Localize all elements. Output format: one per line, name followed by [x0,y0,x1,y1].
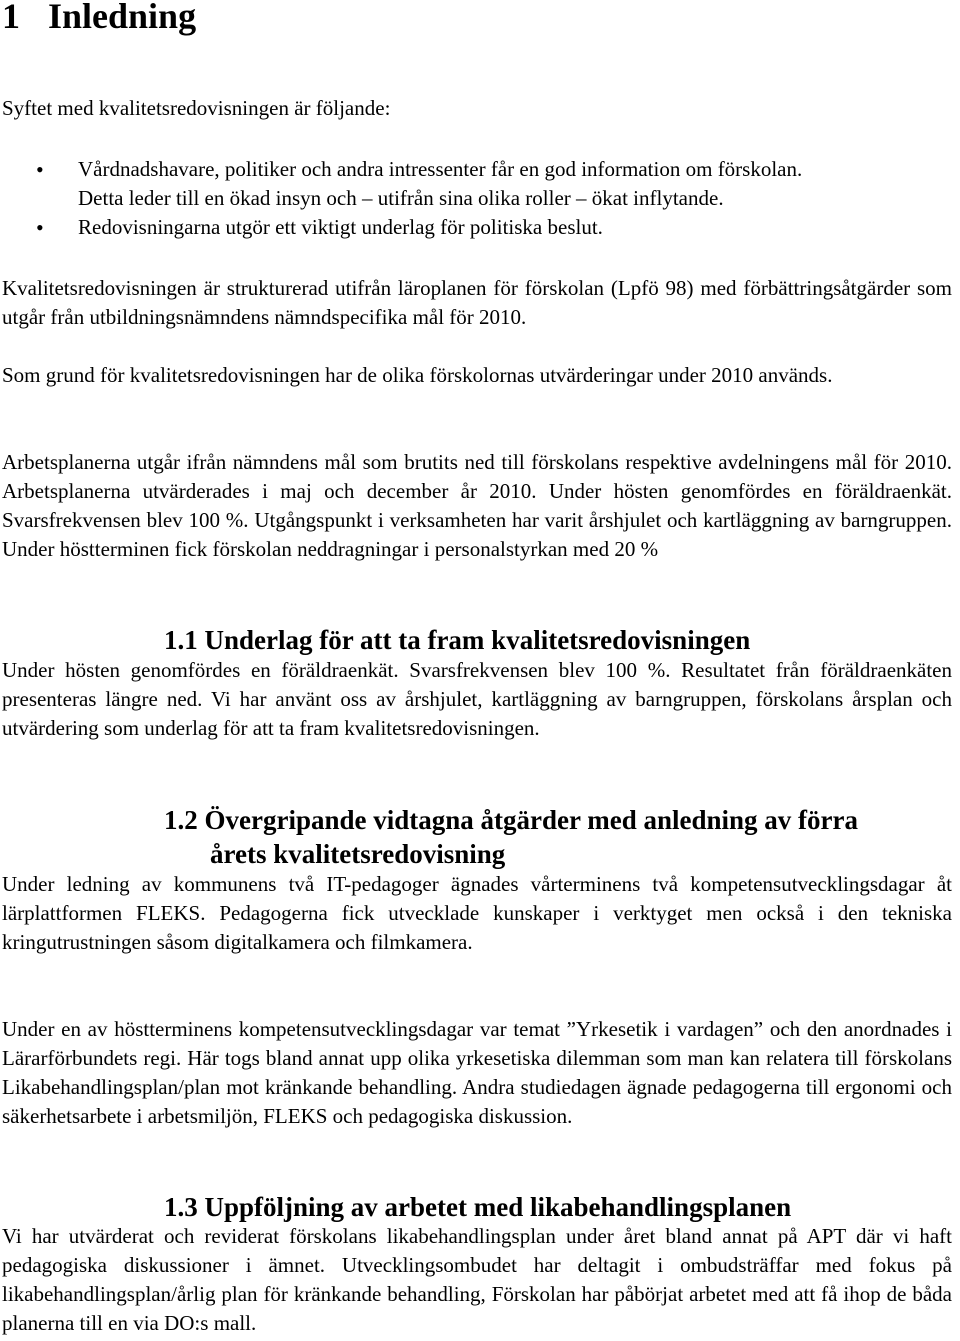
list-item [2,155,952,213]
structure-paragraph: Kvalitetsredovisningen är strukturerad utifrån läroplanen för förskolan (Lpfö 98) med förbättringsåtgärder som utgår från utbildningsnämndens nämndspecifika mål för 2010. [2,276,952,329]
list-item [2,213,952,242]
heading-1-title: Inledning [48,0,197,36]
section-1-3-heading: 1.3 Uppföljning av arbetet med likabehandlingsplanen [164,1192,792,1222]
section-1-2-heading [164,803,952,871]
bullet-2-line-1: Redovisningarna utgör ett viktigt underlag för politiska beslut. [78,215,603,239]
bullet-icon: • [36,157,44,182]
heading-1-number: 1 [2,0,20,36]
section-1-2-text-1: Under ledning av kommunens två IT-pedagoger ägnades vårterminens två kompetensutvecklingsdagar åt lärplattformen FLEKS. Pedagogerna fick utvecklade kunskaper i verktyget men också i den tekniska kringutrustningen såsom digitalkamera och filmkamera. [2,872,952,954]
intro-text: Syftet med kvalitetsredovisningen är följande: [2,96,391,120]
section-1-2-heading-line-1: 1.2 Övergripande vidtagna åtgärder med anledning av förra [164,805,858,835]
section-1-2-heading-line-2: årets kvalitetsredovisning [210,839,506,869]
bullet-icon: • [36,215,44,240]
heading-1 [2,0,196,38]
section-1-1-heading: 1.1 Underlag för att ta fram kvalitetsredovisningen [164,625,751,655]
section-1-3-text: Vi har utvärderat och reviderat förskolans likabehandlingsplan under året bland annat på APT där vi haft pedagogiska diskussioner i ämnet. Utvecklingsombudet har deltagit i ombudsträffar med fokus på likabehandlingsplan/årlig plan för kränkande behandling, Förskolan har påbörjat arbetet med att få ihop de båda planerna till en via DO:s mall. [2,1224,952,1335]
section-1-2-text-2: Under en av höstterminens kompetensutvecklingsdagar var temat ”Yrkesetik i vardagen” och den anordnades i Lärarförbundets regi. Här togs bland annat upp olika yrkesetiska dilemman som man kan relatera till förskolans Likabehandlingsplan/plan mot kränkande behandling. Andra studiedagen ägnade pedagogerna till ergonomi och säkerhetsarbete i arbetsmiljön, FLEKS och pedagogiska diskussion. [2,1017,952,1128]
purpose-bullet-list [2,155,952,242]
basis-paragraph: Som grund för kvalitetsredovisningen har de olika förskolornas utvärderingar under 2010 används. [2,363,833,387]
section-1-1-text: Under hösten genomfördes en föräldraenkät. Svarsfrekvensen blev 100 %. Resultatet från föräldraenkäten presenteras längre ned. Vi har använt oss av årshjulet, kartläggning av barngruppen, förskolans årsplan och utvärdering som underlag för att ta fram kvalitetsredovisningen. [2,658,952,740]
bullet-1-line-1: Vårdnadshavare, politiker och andra intressenter får en god information om förskolan. [78,157,803,181]
bullet-1-line-2: Detta leder till en ökad insyn och – utifrån sina olika roller – ökat inflytande. [78,186,724,210]
workplans-paragraph: Arbetsplanerna utgår ifrån nämndens mål som brutits ned till förskolans respektive avdelningens mål för 2010. Arbetsplanerna utvärderades i maj och december år 2010. Under hösten genomfördes en föräldraenkät. Svarsfrekvensen blev 100 %. Utgångspunkt i verksamheten har varit årshjulet och kartläggning av barngruppen. Under höstterminen fick förskolan neddragningar i personalstyrkan med 20 % [2,450,952,561]
